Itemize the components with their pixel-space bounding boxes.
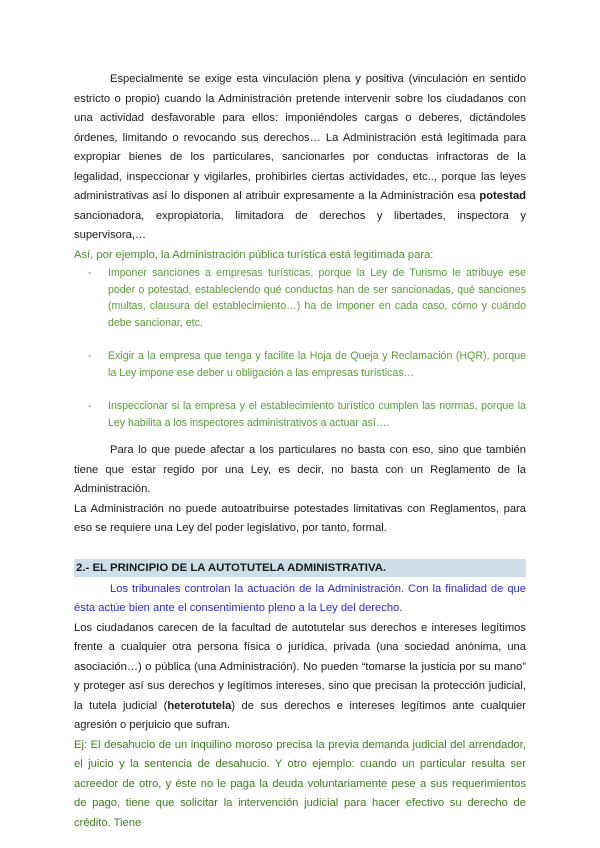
bold-term-heterotutela: heterotutela (167, 699, 232, 712)
example-intro: Así, por ejemplo, la Administración pública turística está legitimada para: (74, 248, 434, 261)
paragraph-vinculacion (74, 70, 526, 246)
paragraph-ley: Para lo que puede afectar a los particulares no basta con eso, sino que también tiene que estar regido por una Ley, es decir, no basta con un Reglamento de la Administración. (74, 444, 526, 495)
bullet-text: Inspeccionar si la empresa y el establecimiento turístico cumplen las normas, porque la Ley habilita a los inspectores administrativos a actuar así…. (108, 400, 526, 429)
paragraph-ciudadanos (74, 619, 526, 736)
bold-term-potestad: potestad (479, 190, 526, 202)
dash-bullet-icon: - (88, 400, 92, 412)
section-heading: 2.- EL PRINCIPIO DE LA AUTOTUTELA ADMINISTRATIVA. (74, 559, 526, 577)
bullet-item (88, 348, 526, 381)
bullet-text: Exigir a la empresa que tenga y facilite la Hoja de Queja y Reclamación (HQR), porque la Ley impone ese deber u obligación a las empresas turísticas… (108, 350, 526, 379)
bullet-item (88, 265, 526, 331)
paragraph-reglamentos: La Administración no puede autoatribuirse potestades limitativas con Reglamentos, para eso se requiere una Ley del poder legislativo, por tanto, formal. (74, 502, 526, 534)
bullet-item (88, 398, 526, 431)
text-run: sancionadora, expropiatoria, limitadora de derechos y libertades, inspectora y supervisora,… (74, 209, 526, 241)
text-run: ) de sus derechos e intereses legítimos ante cualquier agresión o perjuicio que sufran. (74, 699, 526, 731)
text-run: Los ciudadanos carecen de la facultad de autotutelar sus derechos e intereses legítimos frente a cualquier otra persona física o jurídica, privada (una sociedad anónima, una asociación…) o pública (una Administración). No pueden “tomarse la justicia por su mano” y proteger así sus derechos y legítimos intereses, sino que precisan la protección judicial, la tutela judicial ( (74, 621, 526, 712)
document-page (74, 70, 526, 833)
text-run: Especialmente se exige esta vinculación plena y positiva (vinculación en sentido estricto o propio) cuando la Administración pretende intervenir sobre los ciudadanos con una actividad desfavorable para ellos: imponiéndoles cargas o deberes, dictándoles órdenes, limitando o revocando sus derechos… La Administración está legitimada para expropiar bienes de los particulares, sancionarles por conductas infractoras de la legalidad, inspeccionar y vigilarles, prohibirles ciertas actividades, etc.., porque las leyes administrativas así lo disponen al atribuir expresamente a la Administración esa (74, 73, 526, 202)
dash-bullet-icon: - (88, 350, 92, 362)
paragraph-ejemplo-desahucio: Ej: El desahucio de un inquilino moroso precisa la previa demanda judicial del arrendador, el juicio y la sentencia de desahucio. Y otro ejemplo: cuando un particular resulta ser acreedor de otro, y éste no le paga la deuda voluntariamente pese a sus requerimientos de pago, tiene que solicitar la intervención judicial para hacer efectivo su derecho de crédito. Tiene (74, 738, 526, 829)
dash-bullet-icon: - (88, 267, 92, 279)
paragraph-tribunales: Los tribunales controlan la actuación de la Administración. Con la finalidad de que ésta actúe bien ante el consentimiento pleno a la Ley del derecho. (74, 582, 526, 614)
bullet-text: Imponer sanciones a empresas turísticas, porque la Ley de Turismo le atribuye ese poder o potestad, estableciendo qué conductas han de ser sancionadas, qué sanciones (multas, clausura del establecimiento…) ha de imponer en cada caso, cómo y cuándo debe sancionar, etc. (108, 267, 526, 329)
example-bullet-list (74, 265, 526, 431)
